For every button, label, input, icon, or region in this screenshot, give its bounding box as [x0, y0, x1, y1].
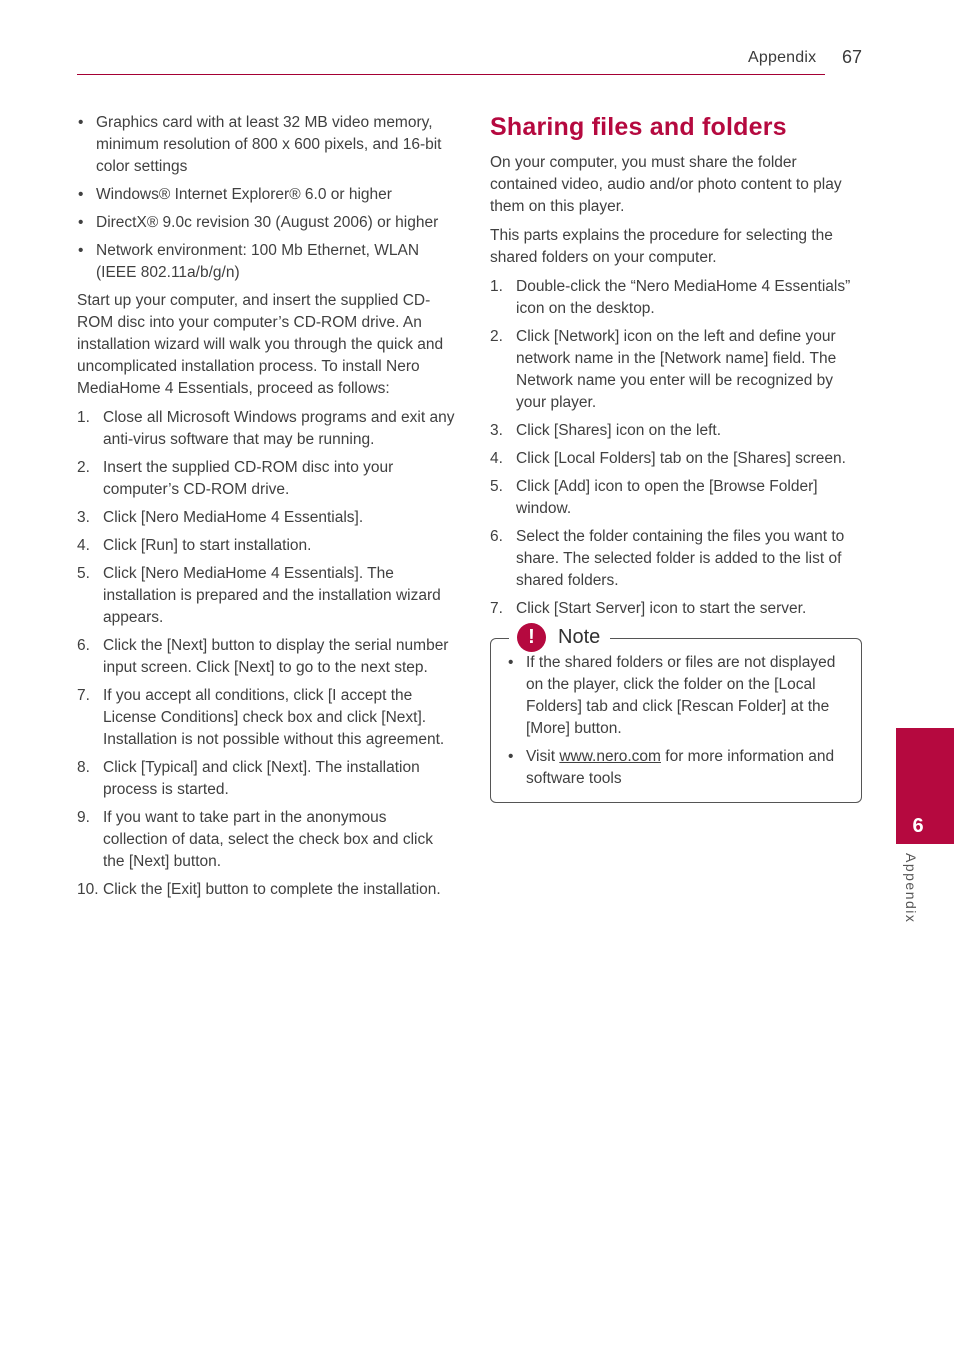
step-text: If you accept all conditions, click [I accept the License Conditions] check box and click [Next]. Installation is not possible without this agreement. — [103, 687, 445, 748]
left-column — [77, 112, 455, 907]
step-number: 2. — [77, 459, 90, 476]
right-column — [490, 112, 865, 626]
step-number: 3. — [490, 422, 503, 439]
step-text: Click [Add] icon to open the [Browse Folder] window. — [516, 478, 818, 517]
list-item — [77, 407, 455, 451]
step-text: Click [Run] to start installation. — [103, 537, 312, 554]
step-text: If you want to take part in the anonymous collection of data, select the check box and click the [Next] button. — [103, 809, 433, 870]
list-item — [490, 276, 865, 320]
list-item — [77, 807, 455, 873]
install-steps — [77, 407, 455, 901]
list-item — [490, 598, 865, 620]
list-item — [77, 879, 455, 901]
list-item — [490, 420, 865, 442]
step-number: 1. — [77, 409, 90, 426]
chapter-tab — [896, 728, 954, 844]
list-item — [490, 326, 865, 414]
step-text: Click [Shares] icon on the left. — [516, 422, 722, 439]
step-number: 1. — [490, 278, 503, 295]
step-number: 5. — [490, 478, 503, 495]
sharing-procedure-intro: This parts explains the procedure for selecting the shared folders on your computer. — [490, 227, 833, 266]
step-text: Double-click the “Nero MediaHome 4 Essentials” icon on the desktop. — [516, 278, 851, 317]
step-number: 9. — [77, 809, 90, 826]
list-item — [77, 563, 455, 629]
list-item — [507, 746, 852, 790]
step-number: 6. — [490, 528, 503, 545]
step-text: Select the folder containing the files you want to share. The selected folder is added to the list of shared folders. — [516, 528, 845, 589]
chapter-number: 6 — [912, 815, 924, 837]
list-item: • Windows® Internet Explorer® 6.0 or higher — [77, 184, 455, 206]
step-number: 5. — [77, 565, 90, 582]
step-text: Close all Microsoft Windows programs and exit any anti-virus software that may be running. — [103, 409, 455, 448]
list-item — [77, 507, 455, 529]
running-header-label: Appendix — [748, 49, 817, 66]
list-item — [490, 476, 865, 520]
step-text: Click [Network] icon on the left and define your network name in the [Network name] field. The Network name you enter will be recognized by your player. — [516, 328, 837, 411]
note-text: Visit — [526, 748, 560, 765]
step-text: Insert the supplied CD-ROM disc into your computer’s CD-ROM drive. — [103, 459, 394, 498]
note-box — [490, 625, 862, 803]
note-header — [509, 622, 610, 652]
list-item — [77, 685, 455, 751]
list-item: • Graphics card with at least 32 MB video memory, minimum resolution of 800 x 600 pixels, and 16-bit color settings — [77, 112, 455, 178]
step-text: Click [Nero MediaHome 4 Essentials]. The installation is prepared and the installation wizard appears. — [103, 565, 441, 626]
note-list — [507, 652, 852, 790]
step-number: 4. — [490, 450, 503, 467]
list-item: • DirectX® 9.0c revision 30 (August 2006) or higher — [77, 212, 455, 234]
list-item — [77, 457, 455, 501]
step-text: Click the [Exit] button to complete the installation. — [103, 881, 441, 898]
sharing-intro: On your computer, you must share the folder contained video, audio and/or photo content to play them on this player. — [490, 154, 842, 215]
nero-website-link[interactable]: www.nero.com — [559, 748, 661, 765]
step-number: 4. — [77, 537, 90, 554]
page-number: 67 — [842, 47, 863, 67]
step-number: 2. — [490, 328, 503, 345]
step-text: Click [Start Server] icon to start the server. — [516, 600, 807, 617]
note-title: Note — [558, 625, 601, 648]
note-text: for more information and software tools — [526, 748, 835, 787]
chapter-label: Appendix — [903, 853, 919, 924]
step-number: 3. — [77, 509, 90, 526]
list-item: • If the shared folders or files are not displayed on the player, click the folder on the [Local Folders] tab and click [Rescan Folder] at the [More] button. — [507, 652, 852, 740]
header-divider — [77, 74, 825, 75]
list-item — [77, 635, 455, 679]
step-text: Click [Local Folders] tab on the [Shares] screen. — [516, 450, 846, 467]
step-number: 7. — [490, 600, 503, 617]
note-body — [507, 652, 852, 796]
sharing-steps — [490, 276, 865, 620]
step-number: 7. — [77, 687, 90, 704]
requirements-list — [77, 112, 455, 284]
section-title: Sharing files and folders — [490, 113, 787, 141]
install-intro: Start up your computer, and insert the supplied CD-ROM disc into your computer’s CD-ROM drive. An installation wizard will walk you through the quick and uncomplicated installation process. To install Nero MediaHome 4 Essentials, proceed as follows: — [77, 292, 444, 397]
list-item: • Network environment: 100 Mb Ethernet, WLAN (IEEE 802.11a/b/g/n) — [77, 240, 455, 284]
step-text: Click [Nero MediaHome 4 Essentials]. — [103, 509, 364, 526]
list-item — [490, 526, 865, 592]
step-text: Click the [Next] button to display the serial number input screen. Click [Next] to go to the next step. — [103, 637, 449, 676]
list-item — [77, 757, 455, 801]
step-number: 10. — [77, 881, 99, 898]
exclamation-icon: ! — [517, 623, 546, 652]
step-number: 8. — [77, 759, 90, 776]
step-text: Click [Typical] and click [Next]. The installation process is started. — [103, 759, 420, 798]
list-item — [77, 535, 455, 557]
step-number: 6. — [77, 637, 90, 654]
list-item — [490, 448, 865, 470]
